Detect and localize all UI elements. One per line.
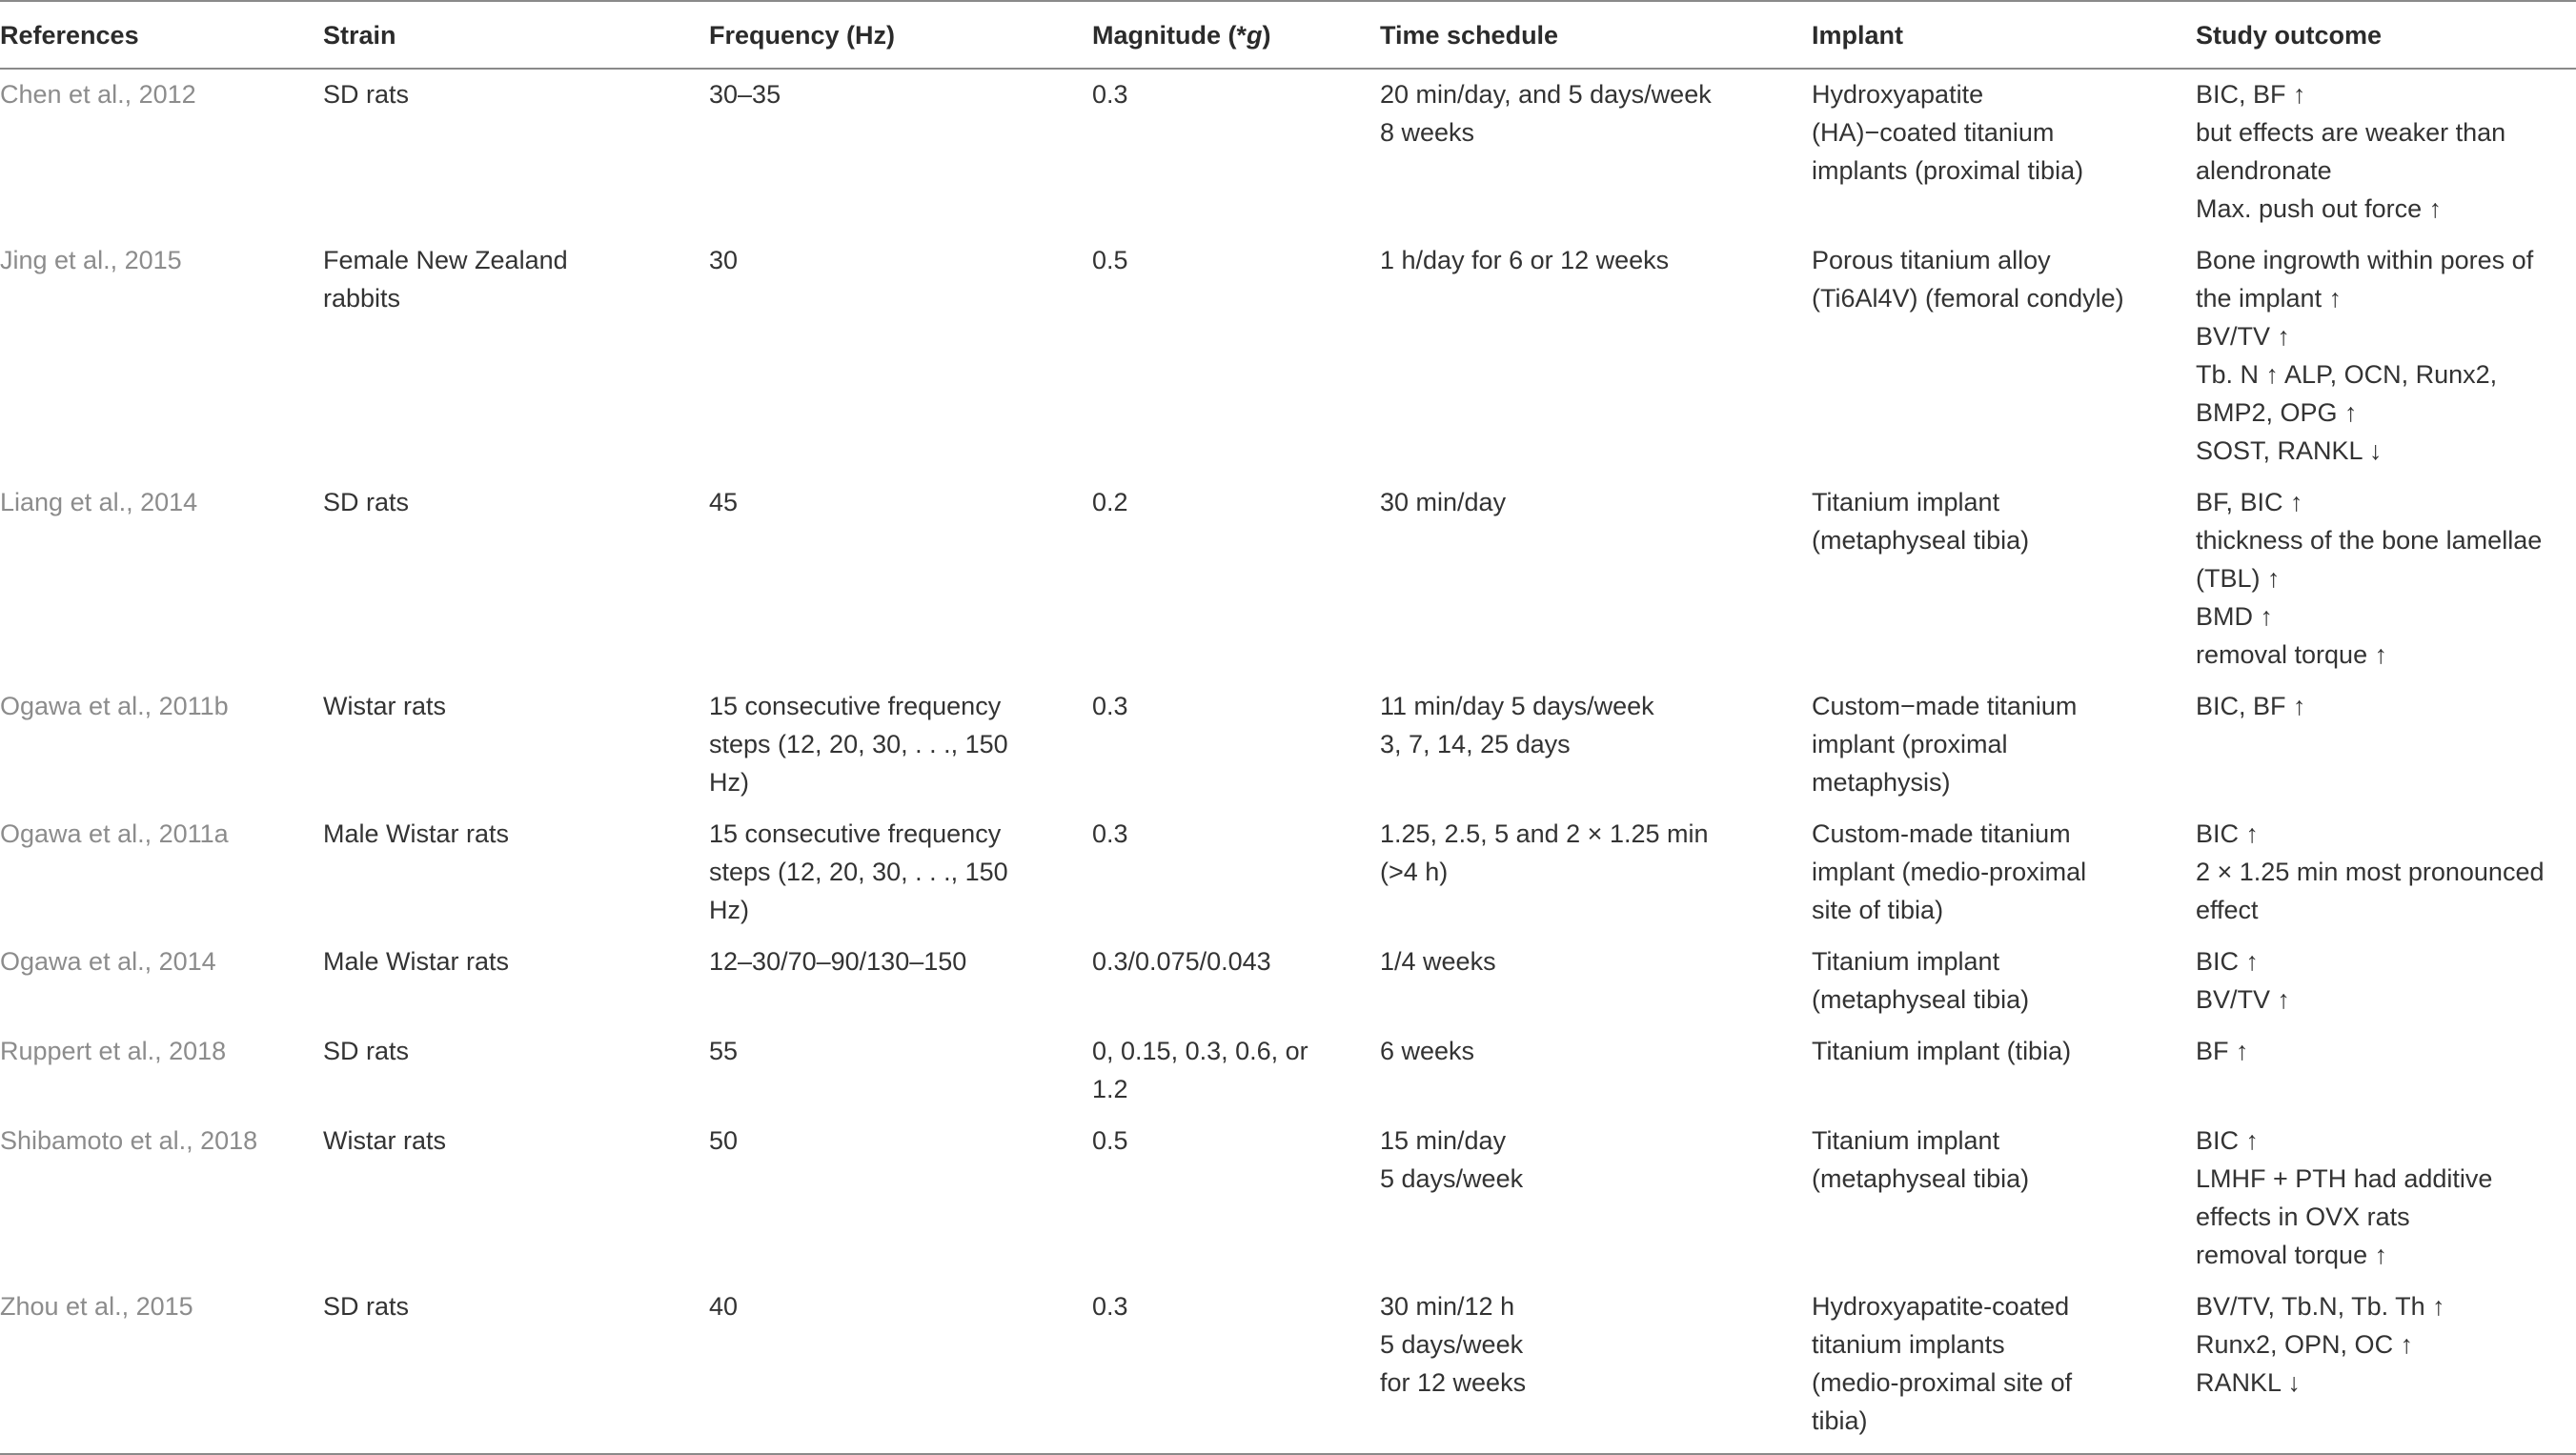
cell-frequency-line: Hz) <box>709 896 749 924</box>
cell-strain-line: SD rats <box>323 80 410 109</box>
cell-implant <box>1812 235 2196 477</box>
cell-time-schedule <box>1380 681 1812 809</box>
table-row <box>0 1282 2576 1454</box>
cell-frequency-line: steps (12, 20, 30, . . ., 150 <box>709 730 1008 758</box>
cell-frequency-line: 45 <box>709 488 739 516</box>
cell-magnitude-line: 0.3/0.075/0.043 <box>1092 947 1271 976</box>
table-header <box>0 1 2576 69</box>
cell-study-outcome <box>2196 1282 2576 1454</box>
table-row <box>0 69 2576 235</box>
cell-strain <box>323 681 709 809</box>
cell-study-outcome-line: BV/TV ↑ <box>2196 322 2291 351</box>
cell-time-schedule-line: 1.25, 2.5, 5 and 2 × 1.25 min <box>1380 819 1709 848</box>
cell-magnitude <box>1092 1282 1380 1454</box>
cell-study-outcome <box>2196 235 2576 477</box>
cell-study-outcome-line: Bone ingrowth within pores of <box>2196 246 2534 274</box>
cell-time-schedule-line: 11 min/day 5 days/week <box>1380 692 1654 720</box>
table-row <box>0 235 2576 477</box>
cell-time-schedule-line: 5 days/week <box>1380 1164 1524 1193</box>
cell-time-schedule <box>1380 1026 1812 1116</box>
cell-magnitude <box>1092 681 1380 809</box>
cell-time-schedule-line: 1/4 weeks <box>1380 947 1496 976</box>
cell-implant-line: Titanium implant (tibia) <box>1812 1037 2072 1065</box>
cell-study-outcome <box>2196 477 2576 681</box>
cell-study-outcome-line: BF, BIC ↑ <box>2196 488 2303 516</box>
cell-study-outcome-line: BIC, BF ↑ <box>2196 80 2306 109</box>
cell-implant <box>1812 809 2196 937</box>
table-row <box>0 681 2576 809</box>
cell-frequency-line: 50 <box>709 1126 739 1155</box>
cell-implant-line: Custom−made titanium <box>1812 692 2078 720</box>
cell-reference: Ogawa et al., 2011b <box>0 692 229 720</box>
cell-study-outcome-line: Tb. N ↑ ALP, OCN, Runx2, <box>2196 360 2498 389</box>
cell-frequency <box>709 809 1092 937</box>
cell-reference: Ruppert et al., 2018 <box>0 1037 227 1065</box>
cell-frequency <box>709 681 1092 809</box>
cell-implant-line: site of tibia) <box>1812 896 1944 924</box>
cell-frequency-line: 15 consecutive frequency <box>709 692 1002 720</box>
cell-implant-line: Titanium implant <box>1812 947 2000 976</box>
cell-study-outcome <box>2196 69 2576 235</box>
cell-frequency-line: 30–35 <box>709 80 781 109</box>
cell-strain <box>323 1116 709 1282</box>
cell-implant-line: implants (proximal tibia) <box>1812 156 2084 185</box>
cell-time-schedule <box>1380 235 1812 477</box>
cell-time-schedule-line: 3, 7, 14, 25 days <box>1380 730 1571 758</box>
cell-study-outcome <box>2196 1026 2576 1116</box>
cell-reference: Ogawa et al., 2011a <box>0 819 229 848</box>
cell-study-outcome <box>2196 681 2576 809</box>
table-row <box>0 1116 2576 1282</box>
cell-reference: Jing et al., 2015 <box>0 246 182 274</box>
cell-magnitude <box>1092 69 1380 235</box>
cell-magnitude <box>1092 937 1380 1026</box>
cell-reference: Liang et al., 2014 <box>0 488 198 516</box>
cell-magnitude-line: 0.2 <box>1092 488 1128 516</box>
header-study-outcome: Study outcome <box>2196 1 2576 69</box>
cell-frequency-line: steps (12, 20, 30, . . ., 150 <box>709 858 1008 886</box>
cell-strain-line: Female New Zealand <box>323 246 568 274</box>
cell-strain <box>323 937 709 1026</box>
cell-implant-line: metaphysis) <box>1812 768 1951 797</box>
cell-implant <box>1812 681 2196 809</box>
header-time-schedule: Time schedule <box>1380 1 1812 69</box>
cell-study-outcome-line: removal torque ↑ <box>2196 1241 2388 1269</box>
cell-study-outcome-line: 2 × 1.25 min most pronounced <box>2196 858 2545 886</box>
cell-frequency <box>709 937 1092 1026</box>
cell-implant-line: Custom-made titanium <box>1812 819 2071 848</box>
cell-strain-line: SD rats <box>323 488 410 516</box>
cell-strain <box>323 1026 709 1116</box>
cell-strain <box>323 235 709 477</box>
cell-time-schedule-line: 1 h/day for 6 or 12 weeks <box>1380 246 1670 274</box>
cell-implant-line: (HA)−coated titanium <box>1812 118 2055 147</box>
cell-frequency-line: 30 <box>709 246 739 274</box>
cell-frequency <box>709 1026 1092 1116</box>
cell-study-outcome-line: BMD ↑ <box>2196 602 2273 631</box>
cell-study-outcome-line: Max. push out force ↑ <box>2196 194 2443 223</box>
cell-frequency-line: 55 <box>709 1037 739 1065</box>
cell-time-schedule-line: 20 min/day, and 5 days/week <box>1380 80 1712 109</box>
header-strain: Strain <box>323 1 709 69</box>
cell-study-outcome-line: Runx2, OPN, OC ↑ <box>2196 1330 2414 1359</box>
cell-magnitude-line: 0.3 <box>1092 692 1128 720</box>
table-body <box>0 69 2576 1454</box>
cell-implant <box>1812 1282 2196 1454</box>
cell-magnitude-line: 1.2 <box>1092 1075 1128 1103</box>
cell-time-schedule-line: 30 min/day <box>1380 488 1507 516</box>
cell-study-outcome-line: BIC ↑ <box>2196 947 2260 976</box>
table-row <box>0 477 2576 681</box>
cell-time-schedule <box>1380 477 1812 681</box>
cell-study-outcome-line: effect <box>2196 896 2259 924</box>
cell-study-outcome-line: BV/TV ↑ <box>2196 985 2291 1014</box>
cell-implant-line: Titanium implant <box>1812 488 2000 516</box>
header-implant: Implant <box>1812 1 2196 69</box>
cell-frequency <box>709 69 1092 235</box>
cell-implant-line: Hydroxyapatite-coated <box>1812 1292 2070 1321</box>
cell-implant <box>1812 69 2196 235</box>
cell-implant-line: tibia) <box>1812 1406 1868 1435</box>
cell-strain <box>323 809 709 937</box>
cell-magnitude-line: 0, 0.15, 0.3, 0.6, or <box>1092 1037 1308 1065</box>
cell-reference: Zhou et al., 2015 <box>0 1282 323 1454</box>
cell-frequency <box>709 477 1092 681</box>
cell-time-schedule <box>1380 1282 1812 1454</box>
cell-study-outcome <box>2196 937 2576 1026</box>
cell-time-schedule-line: 30 min/12 h <box>1380 1292 1515 1321</box>
cell-time-schedule-line: 8 weeks <box>1380 118 1475 147</box>
cell-reference: Ogawa et al., 2014 <box>0 947 216 976</box>
cell-strain <box>323 1282 709 1454</box>
cell-time-schedule-line: for 12 weeks <box>1380 1368 1527 1397</box>
cell-study-outcome-line: the implant ↑ <box>2196 284 2343 313</box>
cell-magnitude-line: 0.5 <box>1092 1126 1128 1155</box>
cell-magnitude-line: 0.3 <box>1092 80 1128 109</box>
cell-strain-line: Wistar rats <box>323 1126 447 1155</box>
cell-reference: Shibamoto et al., 2018 <box>0 1126 258 1155</box>
header-magnitude-prefix: Magnitude (* <box>1092 21 1247 50</box>
cell-study-outcome-line: effects in OVX rats <box>2196 1202 2410 1231</box>
cell-study-outcome-line: removal torque ↑ <box>2196 640 2388 669</box>
cell-study-outcome-line: BIC, BF ↑ <box>2196 692 2306 720</box>
cell-strain <box>323 477 709 681</box>
cell-frequency-line: Hz) <box>709 768 749 797</box>
cell-study-outcome-line: RANKL ↓ <box>2196 1368 2302 1397</box>
cell-implant-line: implant (proximal <box>1812 730 2008 758</box>
cell-implant <box>1812 1026 2196 1116</box>
header-frequency: Frequency (Hz) <box>709 1 1092 69</box>
cell-study-outcome <box>2196 809 2576 937</box>
header-magnitude-unit: g <box>1247 21 1263 50</box>
cell-implant-line: titanium implants <box>1812 1330 2005 1359</box>
cell-strain-line: SD rats <box>323 1292 410 1321</box>
cell-study-outcome-line: BV/TV, Tb.N, Tb. Th ↑ <box>2196 1292 2445 1321</box>
cell-implant-line: Hydroxyapatite <box>1812 80 1984 109</box>
cell-implant-line: implant (medio-proximal <box>1812 858 2087 886</box>
cell-implant-line: Porous titanium alloy <box>1812 246 2051 274</box>
cell-implant <box>1812 1116 2196 1282</box>
cell-strain-line: Wistar rats <box>323 692 447 720</box>
cell-implant-line: (medio-proximal site of <box>1812 1368 2073 1397</box>
header-magnitude-suffix: ) <box>1262 21 1271 50</box>
cell-time-schedule <box>1380 69 1812 235</box>
cell-strain-line: rabbits <box>323 284 401 313</box>
cell-study-outcome-line: thickness of the bone lamellae <box>2196 526 2543 555</box>
cell-implant-line: (metaphyseal tibia) <box>1812 1164 2030 1193</box>
table-row <box>0 937 2576 1026</box>
cell-study-outcome-line: but effects are weaker than <box>2196 118 2506 147</box>
cell-frequency <box>709 235 1092 477</box>
table-row <box>0 809 2576 937</box>
cell-frequency-line: 15 consecutive frequency <box>709 819 1002 848</box>
cell-magnitude <box>1092 235 1380 477</box>
cell-time-schedule <box>1380 1116 1812 1282</box>
header-references: References <box>0 1 323 69</box>
cell-frequency-line: 12–30/70–90/130–150 <box>709 947 967 976</box>
cell-study-outcome-line: BIC ↑ <box>2196 819 2260 848</box>
header-magnitude <box>1092 1 1380 69</box>
cell-time-schedule-line: 5 days/week <box>1380 1330 1524 1359</box>
cell-implant <box>1812 937 2196 1026</box>
cell-strain-line: Male Wistar rats <box>323 947 510 976</box>
cell-strain <box>323 69 709 235</box>
cell-time-schedule-line: 6 weeks <box>1380 1037 1475 1065</box>
cell-magnitude-line: 0.5 <box>1092 246 1128 274</box>
cell-time-schedule-line: (>4 h) <box>1380 858 1449 886</box>
cell-implant <box>1812 477 2196 681</box>
cell-study-outcome-line: BIC ↑ <box>2196 1126 2260 1155</box>
cell-implant-line: (metaphyseal tibia) <box>1812 985 2030 1014</box>
cell-study-outcome-line: LMHF + PTH had additive <box>2196 1164 2493 1193</box>
cell-time-schedule <box>1380 937 1812 1026</box>
cell-study-outcome-line: SOST, RANKL ↓ <box>2196 436 2383 465</box>
cell-magnitude <box>1092 1116 1380 1282</box>
header-row <box>0 1 2576 69</box>
cell-implant-line: Titanium implant <box>1812 1126 2000 1155</box>
cell-study-outcome-line: BF ↑ <box>2196 1037 2249 1065</box>
cell-time-schedule-line: 15 min/day <box>1380 1126 1507 1155</box>
cell-magnitude <box>1092 477 1380 681</box>
cell-magnitude-line: 0.3 <box>1092 1292 1128 1321</box>
cell-strain-line: SD rats <box>323 1037 410 1065</box>
cell-implant-line: (metaphyseal tibia) <box>1812 526 2030 555</box>
cell-magnitude-line: 0.3 <box>1092 819 1128 848</box>
cell-frequency <box>709 1282 1092 1454</box>
cell-frequency-line: 40 <box>709 1292 739 1321</box>
cell-implant-line: (Ti6Al4V) (femoral condyle) <box>1812 284 2124 313</box>
cell-study-outcome <box>2196 1116 2576 1282</box>
cell-study-outcome-line: (TBL) ↑ <box>2196 564 2281 593</box>
cell-reference: Chen et al., 2012 <box>0 80 196 109</box>
cell-study-outcome-line: BMP2, OPG ↑ <box>2196 398 2358 427</box>
table-row <box>0 1026 2576 1116</box>
cell-magnitude <box>1092 1026 1380 1116</box>
cell-frequency <box>709 1116 1092 1282</box>
cell-strain-line: Male Wistar rats <box>323 819 510 848</box>
cell-time-schedule <box>1380 809 1812 937</box>
cell-study-outcome-line: alendronate <box>2196 156 2332 185</box>
cell-magnitude <box>1092 809 1380 937</box>
